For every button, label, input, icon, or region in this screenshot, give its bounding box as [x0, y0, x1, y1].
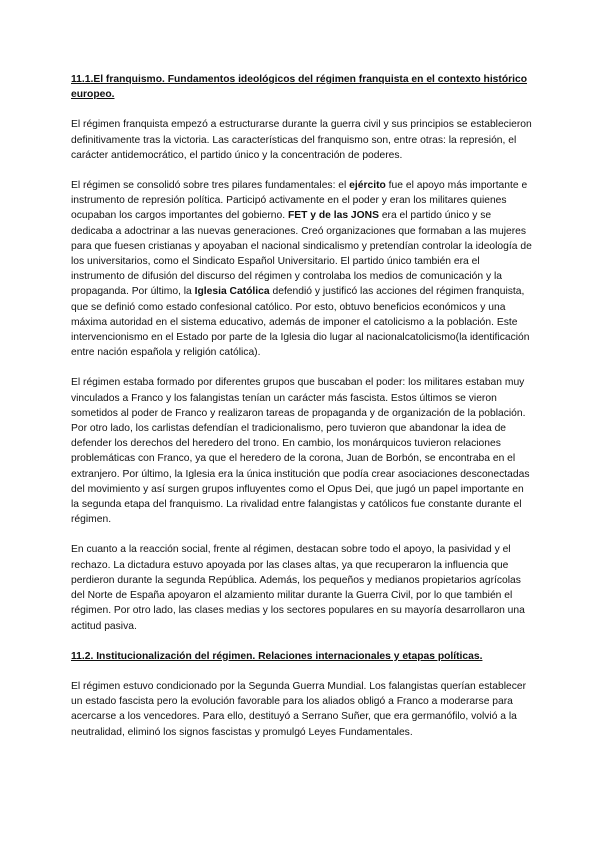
- paragraph-grupos-poder: El régimen estaba formado por diferentes grupos que buscaban el poder: los militares estaban muy vinculados a Franco y los falangistas tenían un carácter más fascista. Estos últimos se vieron sometidos al poder de Franco y realizaron tareas de propaganda y de organización de la población. Por otro lado, los carlistas defendían el tradicionalismo, pero tuvieron que abandonar la idea de defender los derechos del heredero del trono. En cambio, los monárquicos tuvieron relaciones problemáticas con Franco, ya que el heredero de la corona, Juan de Borbón, se encontraba en el extranjero. Por último, la Iglesia era la única institución que podía crear asociaciones desconectadas del movimiento y así surgen grupos influyentes como el Opus Dei, que jugó un papel importante en la segunda etapa del franquismo. La rivalidad entre falangistas y católicos fue constante durante el régimen.: [71, 377, 530, 526]
- text-run: El régimen se consolidó sobre tres pilares fundamentales: el: [71, 180, 350, 192]
- bold-term-fet-jons: FET y de las JONS: [287, 210, 379, 222]
- bold-term-ejercito: ejército: [349, 180, 386, 192]
- text-run: defendió y justificó las acciones del régimen franquista, que se definió como estado confesional católico. Por esto, obtuvo beneficios económicos y una máxima autoridad en el sistema educativo, además de imponer el catolicismo a la población. Este intervencionismo en el Estado por parte de la Iglesia dio lugar al nacionalcatolicismo(la identificación entre nación española y religión católica).: [71, 286, 530, 359]
- bold-term-iglesia: Iglesia Católica: [194, 286, 270, 298]
- paragraph-pilares: [71, 178, 533, 360]
- paragraph-segunda-guerra: El régimen estuvo condicionado por la Segunda Guerra Mundial. Los falangistas querían establecer un estado fascista pero la evolución favorable para los aliados obligó a Franco a moderarse para acercarse a los vencedores. Para ello, destituyó a Serrano Suñer, que era germanófilo, volvió a la neutralidad, eliminó los signos fascistas y promulgó Leyes Fundamentales.: [71, 680, 527, 738]
- text-run: era el partido único y se dedicaba a adoctrinar a las nuevas generaciones. Creó organizaciones que formaban a las mujeres para que fuesen cristianas y apoyaban el nacional sindicalismo y pretendían controlar la ideología de los universitarios, como el Sindicato Español Universitario. El partido único también era el instrumento de difusión del discurso del régimen y controlaba los medios de comunicación y la propaganda. Por último, la: [71, 210, 532, 298]
- paragraph-reaccion-social: En cuanto a la reacción social, frente al régimen, destacan sobre todo el apoyo, la pasividad y el rechazo. La dictadura estuvo apoyada por las clases altas, ya que recuperaron la influencia que perdieron durante la segunda República. Además, los pequeños y medianos propietarios agrícolas del Norte de España apoyaron el alzamiento militar durante la Guerra Civil, por lo que también el régimen. Por otro lado, las clases medias y los sectores populares en su mayoría desarrollaron una actitud pasiva.: [71, 544, 525, 632]
- document-body: [71, 72, 533, 755]
- section-heading-franquismo: 11.1.El franquismo. Fundamentos ideológicos del régimen franquista en el contexto histórico europeo.: [71, 74, 528, 101]
- paragraph-introduccion: El régimen franquista empezó a estructurarse durante la guerra civil y sus principios se establecieron definitivamente tras la victoria. Las características del franquismo son, entre otras: la represión, el carácter antidemocrático, el partido único y la concentración de poderes.: [71, 119, 532, 161]
- section-heading-institucionalizacion: 11.2. Institucionalización del régimen. Relaciones internacionales y etapas políticas.: [71, 650, 483, 662]
- text-run: fue el apoyo más importante e instrumento de represión política. Participó activamente en el poder y eran los militares quienes ocupaban los cargos importantes del gobierno.: [71, 180, 528, 222]
